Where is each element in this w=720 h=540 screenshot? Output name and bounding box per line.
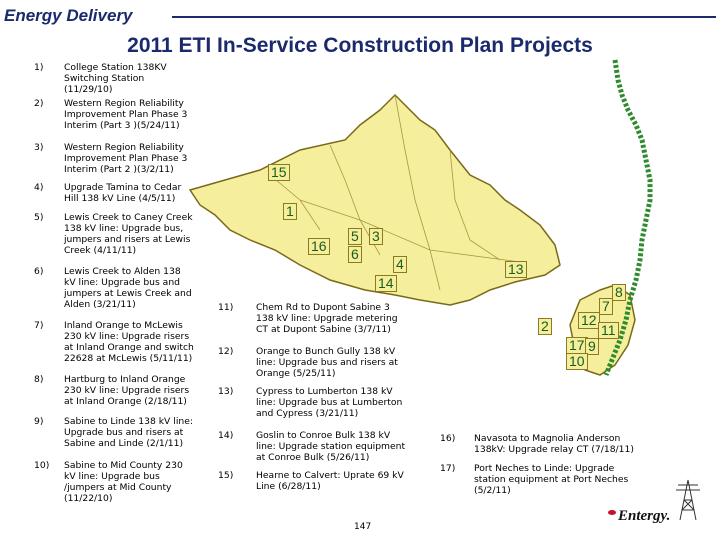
transmission-tower-icon — [676, 480, 700, 520]
project-number: 4) — [34, 182, 44, 193]
project-description: Cypress to Lumberton 138 kV line: Upgrade bus at Lumberton and Cypress (3/21/11) — [256, 386, 403, 419]
entergy-logo: Entergy. — [618, 508, 671, 524]
project-description: Chem Rd to Dupont Sabine 3 138 kV line: Upgrade metering CT at Dupont Sabine (3/7/11) — [256, 302, 398, 335]
project-number: 11) — [218, 302, 234, 313]
project-description: Navasota to Magnolia Anderson 138kV: Upgrade relay CT (7/18/11) — [474, 433, 634, 455]
project-description: College Station 138KV Switching Station (11/29/10) — [64, 62, 167, 95]
map-label-4: 4 — [393, 256, 407, 273]
project-description: Sabine to Mid County 230 kV line: Upgrade bus /jumpers at Mid County (11/22/10) — [64, 460, 183, 504]
project-description: Goslin to Conroe Bulk 138 kV line: Upgrade station equipment at Conroe Bulk (5/26/11) — [256, 430, 406, 463]
page-title: 2011 ETI In-Service Construction Plan Projects — [127, 34, 593, 57]
map-label-15: 15 — [268, 164, 290, 181]
map-label-1: 1 — [283, 203, 297, 220]
project-number: 1) — [34, 62, 44, 73]
map-label-12: 12 — [578, 312, 600, 329]
map-label-2: 2 — [538, 318, 552, 335]
map-label-13: 13 — [505, 261, 527, 278]
map-label-5: 5 — [348, 228, 362, 245]
map-label-8: 8 — [612, 284, 626, 301]
map-label-3: 3 — [369, 228, 383, 245]
map-label-6: 6 — [348, 246, 362, 263]
project-number: 7) — [34, 320, 44, 331]
project-number: 9) — [34, 416, 44, 427]
map-label-9: 9 — [585, 338, 599, 355]
project-number: 16) — [440, 433, 456, 444]
project-description: Lewis Creek to Alden 138 kV line: Upgrade bus and jumpers at Lewis Creek and Alden (3/21/11) — [64, 266, 192, 310]
map-label-17: 17 — [566, 337, 588, 354]
project-description: Western Region Reliability Improvement Plan Phase 3 Interim (Part 3 )(5/24/11) — [64, 98, 188, 131]
map-label-7: 7 — [599, 298, 613, 315]
project-number: 5) — [34, 212, 44, 223]
brand-header: Energy Delivery — [4, 6, 133, 25]
page-number: 147 — [354, 522, 372, 532]
project-description: Inland Orange to McLewis 230 kV line: Upgrade risers at Inland Orange and switch 22628 at McLewis (5/11/11) — [64, 320, 194, 364]
project-number: 8) — [34, 374, 44, 385]
map-label-11: 11 — [598, 322, 619, 339]
project-description: Port Neches to Linde: Upgrade station equipment at Port Neches (5/2/11) — [474, 463, 629, 496]
project-number: 10) — [34, 460, 50, 471]
project-description: Upgrade Tamina to Cedar Hill 138 kV Line (4/5/11) — [64, 182, 182, 204]
project-description: Sabine to Linde 138 kV line: Upgrade bus and risers at Sabine and Linde (2/1/11) — [64, 416, 193, 449]
map-label-14: 14 — [375, 275, 397, 292]
map-label-10: 10 — [566, 353, 588, 370]
project-number: 14) — [218, 430, 234, 441]
entergy-logo-mark — [608, 510, 616, 515]
project-description: Hartburg to Inland Orange 230 kV line: Upgrade risers at Inland Orange (2/18/11) — [64, 374, 190, 407]
project-number: 12) — [218, 346, 234, 357]
project-description: Hearne to Calvert: Uprate 69 kV Line (6/28/11) — [256, 470, 404, 492]
project-description: Lewis Creek to Caney Creek 138 kV line: Upgrade bus, jumpers and risers at Lewis Creek (4/11/11) — [64, 212, 193, 256]
project-number: 6) — [34, 266, 44, 277]
project-number: 13) — [218, 386, 234, 397]
project-number: 17) — [440, 463, 456, 474]
project-description: Orange to Bunch Gully 138 kV line: Upgrade bus and risers at Orange (5/25/11) — [256, 346, 398, 379]
project-number: 15) — [218, 470, 234, 481]
project-description: Western Region Reliability Improvement Plan Phase 3 Interim (Part 2 )(3/2/11) — [64, 142, 188, 175]
map-label-16: 16 — [308, 238, 330, 255]
project-number: 3) — [34, 142, 44, 153]
project-number: 2) — [34, 98, 44, 109]
